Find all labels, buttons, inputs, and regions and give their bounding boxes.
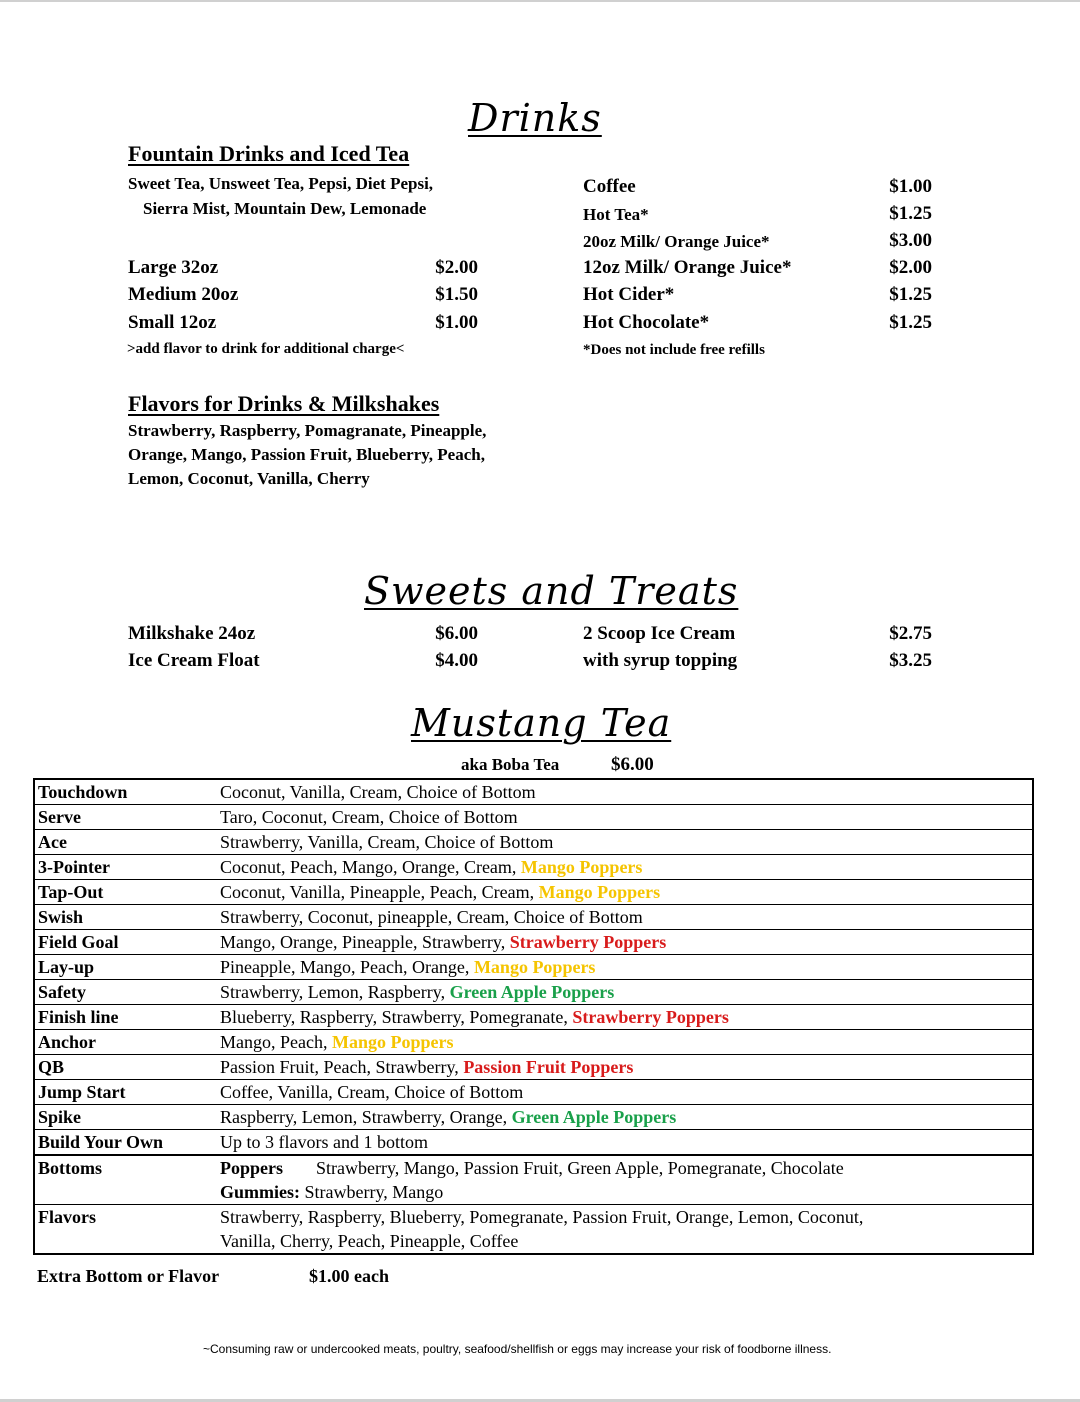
table-row [34, 880, 1033, 905]
row-desc-text: Coconut, Peach, Mango, Orange, Cream, [220, 857, 521, 877]
hot-item-price: $2.00 [889, 257, 932, 278]
row-name: Anchor [34, 1030, 216, 1055]
table-row [34, 779, 1033, 805]
hot-item-name: Hot Tea* [583, 205, 649, 224]
popper-tag: Green Apple Poppers [511, 1107, 677, 1127]
hot-item-price: $1.25 [889, 312, 932, 333]
row-desc-text: Blueberry, Raspberry, Strawberry, Pomegranate, [220, 1007, 573, 1027]
table-row [34, 1005, 1033, 1030]
row-name: Lay-up [34, 955, 216, 980]
row-desc [216, 1155, 1033, 1205]
hot-item-name: Coffee [583, 176, 636, 197]
row-name: Flavors [34, 1205, 216, 1255]
row-desc [216, 955, 1033, 980]
row-desc-text: Coconut, Vanilla, Pineapple, Peach, Cream, [220, 882, 539, 902]
row-desc [216, 1205, 1033, 1255]
mustang-title: Mustang Tea [411, 701, 672, 745]
row-name: Field Goal [34, 930, 216, 955]
footnote: ~Consuming raw or undercooked meats, poultry, seafood/shellfish or eggs may increase your risk of foodborne illness. [203, 1342, 832, 1356]
hot-item-name: Hot Chocolate* [583, 312, 710, 333]
row-name: Spike [34, 1105, 216, 1130]
table-row [34, 1055, 1033, 1080]
popper-tag: Mango Poppers [538, 882, 661, 902]
extra-label: Extra Bottom or Flavor [37, 1266, 220, 1286]
row-desc-text: Mango, Orange, Pineapple, Strawberry, [220, 932, 510, 952]
row-desc [216, 855, 1033, 880]
row-desc-text: Taro, Coconut, Cream, Choice of Bottom [220, 807, 518, 827]
popper-tag: Mango Poppers [331, 1032, 454, 1052]
row-desc-text: Raspberry, Lemon, Strawberry, Orange, [220, 1107, 512, 1127]
sweet-item-price: $2.75 [889, 623, 932, 644]
fountain-note: >add flavor to drink for additional charge< [127, 341, 405, 357]
size-price: $2.00 [435, 257, 478, 278]
fountain-list-line1: Sweet Tea, Unsweet Tea, Pepsi, Diet Pepsi, [128, 174, 434, 193]
sweet-item-name: 2 Scoop Ice Cream [583, 623, 736, 644]
row-name: QB [34, 1055, 216, 1080]
row-desc-text: Mango, Peach, [220, 1032, 332, 1052]
flavors-heading: Flavors for Drinks & Milkshakes [128, 391, 440, 416]
fountain-list-line2: Sierra Mist, Mountain Dew, Lemonade [143, 199, 427, 218]
row-name: Tap-Out [34, 880, 216, 905]
row-name: Serve [34, 805, 216, 830]
table-row [34, 1080, 1033, 1105]
size-name: Small 12oz [128, 312, 217, 333]
hot-item-name: 20oz Milk/ Orange Juice* [583, 232, 770, 251]
popper-tag: Green Apple Poppers [449, 982, 615, 1002]
row-desc [216, 1080, 1033, 1105]
row-desc [216, 805, 1033, 830]
table-row [34, 1205, 1033, 1255]
size-name: Medium 20oz [128, 284, 239, 305]
row-desc [216, 980, 1033, 1005]
poppers-list: Strawberry, Mango, Passion Fruit, Green Apple, Pomegranate, Chocolate [316, 1158, 844, 1178]
row-desc [216, 905, 1033, 930]
table-row [34, 1030, 1033, 1055]
gummies-list: Strawberry, Mango [300, 1182, 444, 1202]
row-desc [216, 1005, 1033, 1030]
row-desc-text: Passion Fruit, Peach, Strawberry, [220, 1057, 464, 1077]
flavors-line3: Lemon, Coconut, Vanilla, Cherry [128, 469, 370, 488]
table-row [34, 905, 1033, 930]
drinks-title: Drinks [468, 96, 602, 140]
mustang-price: $6.00 [611, 754, 654, 775]
table-row [34, 855, 1033, 880]
table-row [34, 955, 1033, 980]
table-row [34, 930, 1033, 955]
sweet-item-price: $3.25 [889, 650, 932, 671]
row-desc-text: Strawberry, Coconut, pineapple, Cream, Choice of Bottom [220, 907, 643, 927]
sweet-item-price: $4.00 [435, 650, 478, 671]
row-name: Bottoms [34, 1155, 216, 1205]
top-border [0, 0, 1080, 2]
extra-price: $1.00 each [309, 1266, 389, 1286]
row-desc-text: Strawberry, Vanilla, Cream, Choice of Bottom [220, 832, 554, 852]
row-name: Finish line [34, 1005, 216, 1030]
row-desc [216, 1030, 1033, 1055]
mustang-tea-table [33, 778, 1034, 1255]
row-desc-text: Up to 3 flavors and 1 bottom [220, 1132, 428, 1152]
popper-tag: Mango Poppers [473, 957, 596, 977]
row-name: Touchdown [34, 779, 216, 805]
poppers-label: Poppers [220, 1158, 283, 1178]
row-desc [216, 930, 1033, 955]
row-desc-text: Coffee, Vanilla, Cream, Choice of Bottom [220, 1082, 524, 1102]
size-price: $1.00 [435, 312, 478, 333]
row-name: Build Your Own [34, 1130, 216, 1156]
row-desc [216, 830, 1033, 855]
hot-item-price: $1.25 [889, 284, 932, 305]
flavors-line1: Strawberry, Raspberry, Pomagranate, Pineapple, [128, 421, 487, 440]
mustang-aka: aka Boba Tea [461, 755, 560, 774]
table-row [34, 805, 1033, 830]
row-name: 3-Pointer [34, 855, 216, 880]
popper-tag: Passion Fruit Poppers [463, 1057, 634, 1077]
row-desc [216, 880, 1033, 905]
row-name: Swish [34, 905, 216, 930]
size-price: $1.50 [435, 284, 478, 305]
row-name: Ace [34, 830, 216, 855]
table-row [34, 1130, 1033, 1156]
table-row [34, 1155, 1033, 1205]
hot-item-name: Hot Cider* [583, 284, 675, 305]
flavors-line2: Orange, Mango, Passion Fruit, Blueberry, Peach, [128, 445, 485, 464]
fountain-heading: Fountain Drinks and Iced Tea [128, 141, 410, 166]
row-desc-text: Pineapple, Mango, Peach, Orange, [220, 957, 474, 977]
table-row [34, 1105, 1033, 1130]
gummies-label: Gummies: [220, 1182, 300, 1202]
row-desc [216, 779, 1033, 805]
row-desc-text: Strawberry, Lemon, Raspberry, [220, 982, 450, 1002]
popper-tag: Strawberry Poppers [509, 932, 667, 952]
row-desc-text: Coconut, Vanilla, Cream, Choice of Bottom [220, 782, 536, 802]
row-name: Safety [34, 980, 216, 1005]
sweet-item-name: Ice Cream Float [128, 650, 260, 671]
flavors-row-line2: Vanilla, Cherry, Peach, Pineapple, Coffee [220, 1231, 519, 1251]
row-desc [216, 1105, 1033, 1130]
hot-item-price: $1.00 [889, 176, 932, 197]
hot-note: *Does not include free refills [583, 342, 765, 358]
sweets-title: Sweets and Treats [364, 569, 739, 613]
sweet-item-price: $6.00 [435, 623, 478, 644]
hot-item-price: $1.25 [889, 203, 932, 224]
popper-tag: Strawberry Poppers [572, 1007, 729, 1027]
table-row [34, 830, 1033, 855]
row-name: Jump Start [34, 1080, 216, 1105]
flavors-row-line1: Strawberry, Raspberry, Blueberry, Pomegranate, Passion Fruit, Orange, Lemon, Coconut, [220, 1207, 864, 1227]
popper-tag: Mango Poppers [520, 857, 643, 877]
hot-item-price: $3.00 [889, 230, 932, 251]
row-desc [216, 1130, 1033, 1156]
table-row [34, 980, 1033, 1005]
size-name: Large 32oz [128, 257, 219, 278]
sweet-item-name: with syrup topping [583, 650, 738, 671]
hot-item-name: 12oz Milk/ Orange Juice* [583, 257, 792, 278]
row-desc [216, 1055, 1033, 1080]
sweet-item-name: Milkshake 24oz [128, 623, 256, 644]
